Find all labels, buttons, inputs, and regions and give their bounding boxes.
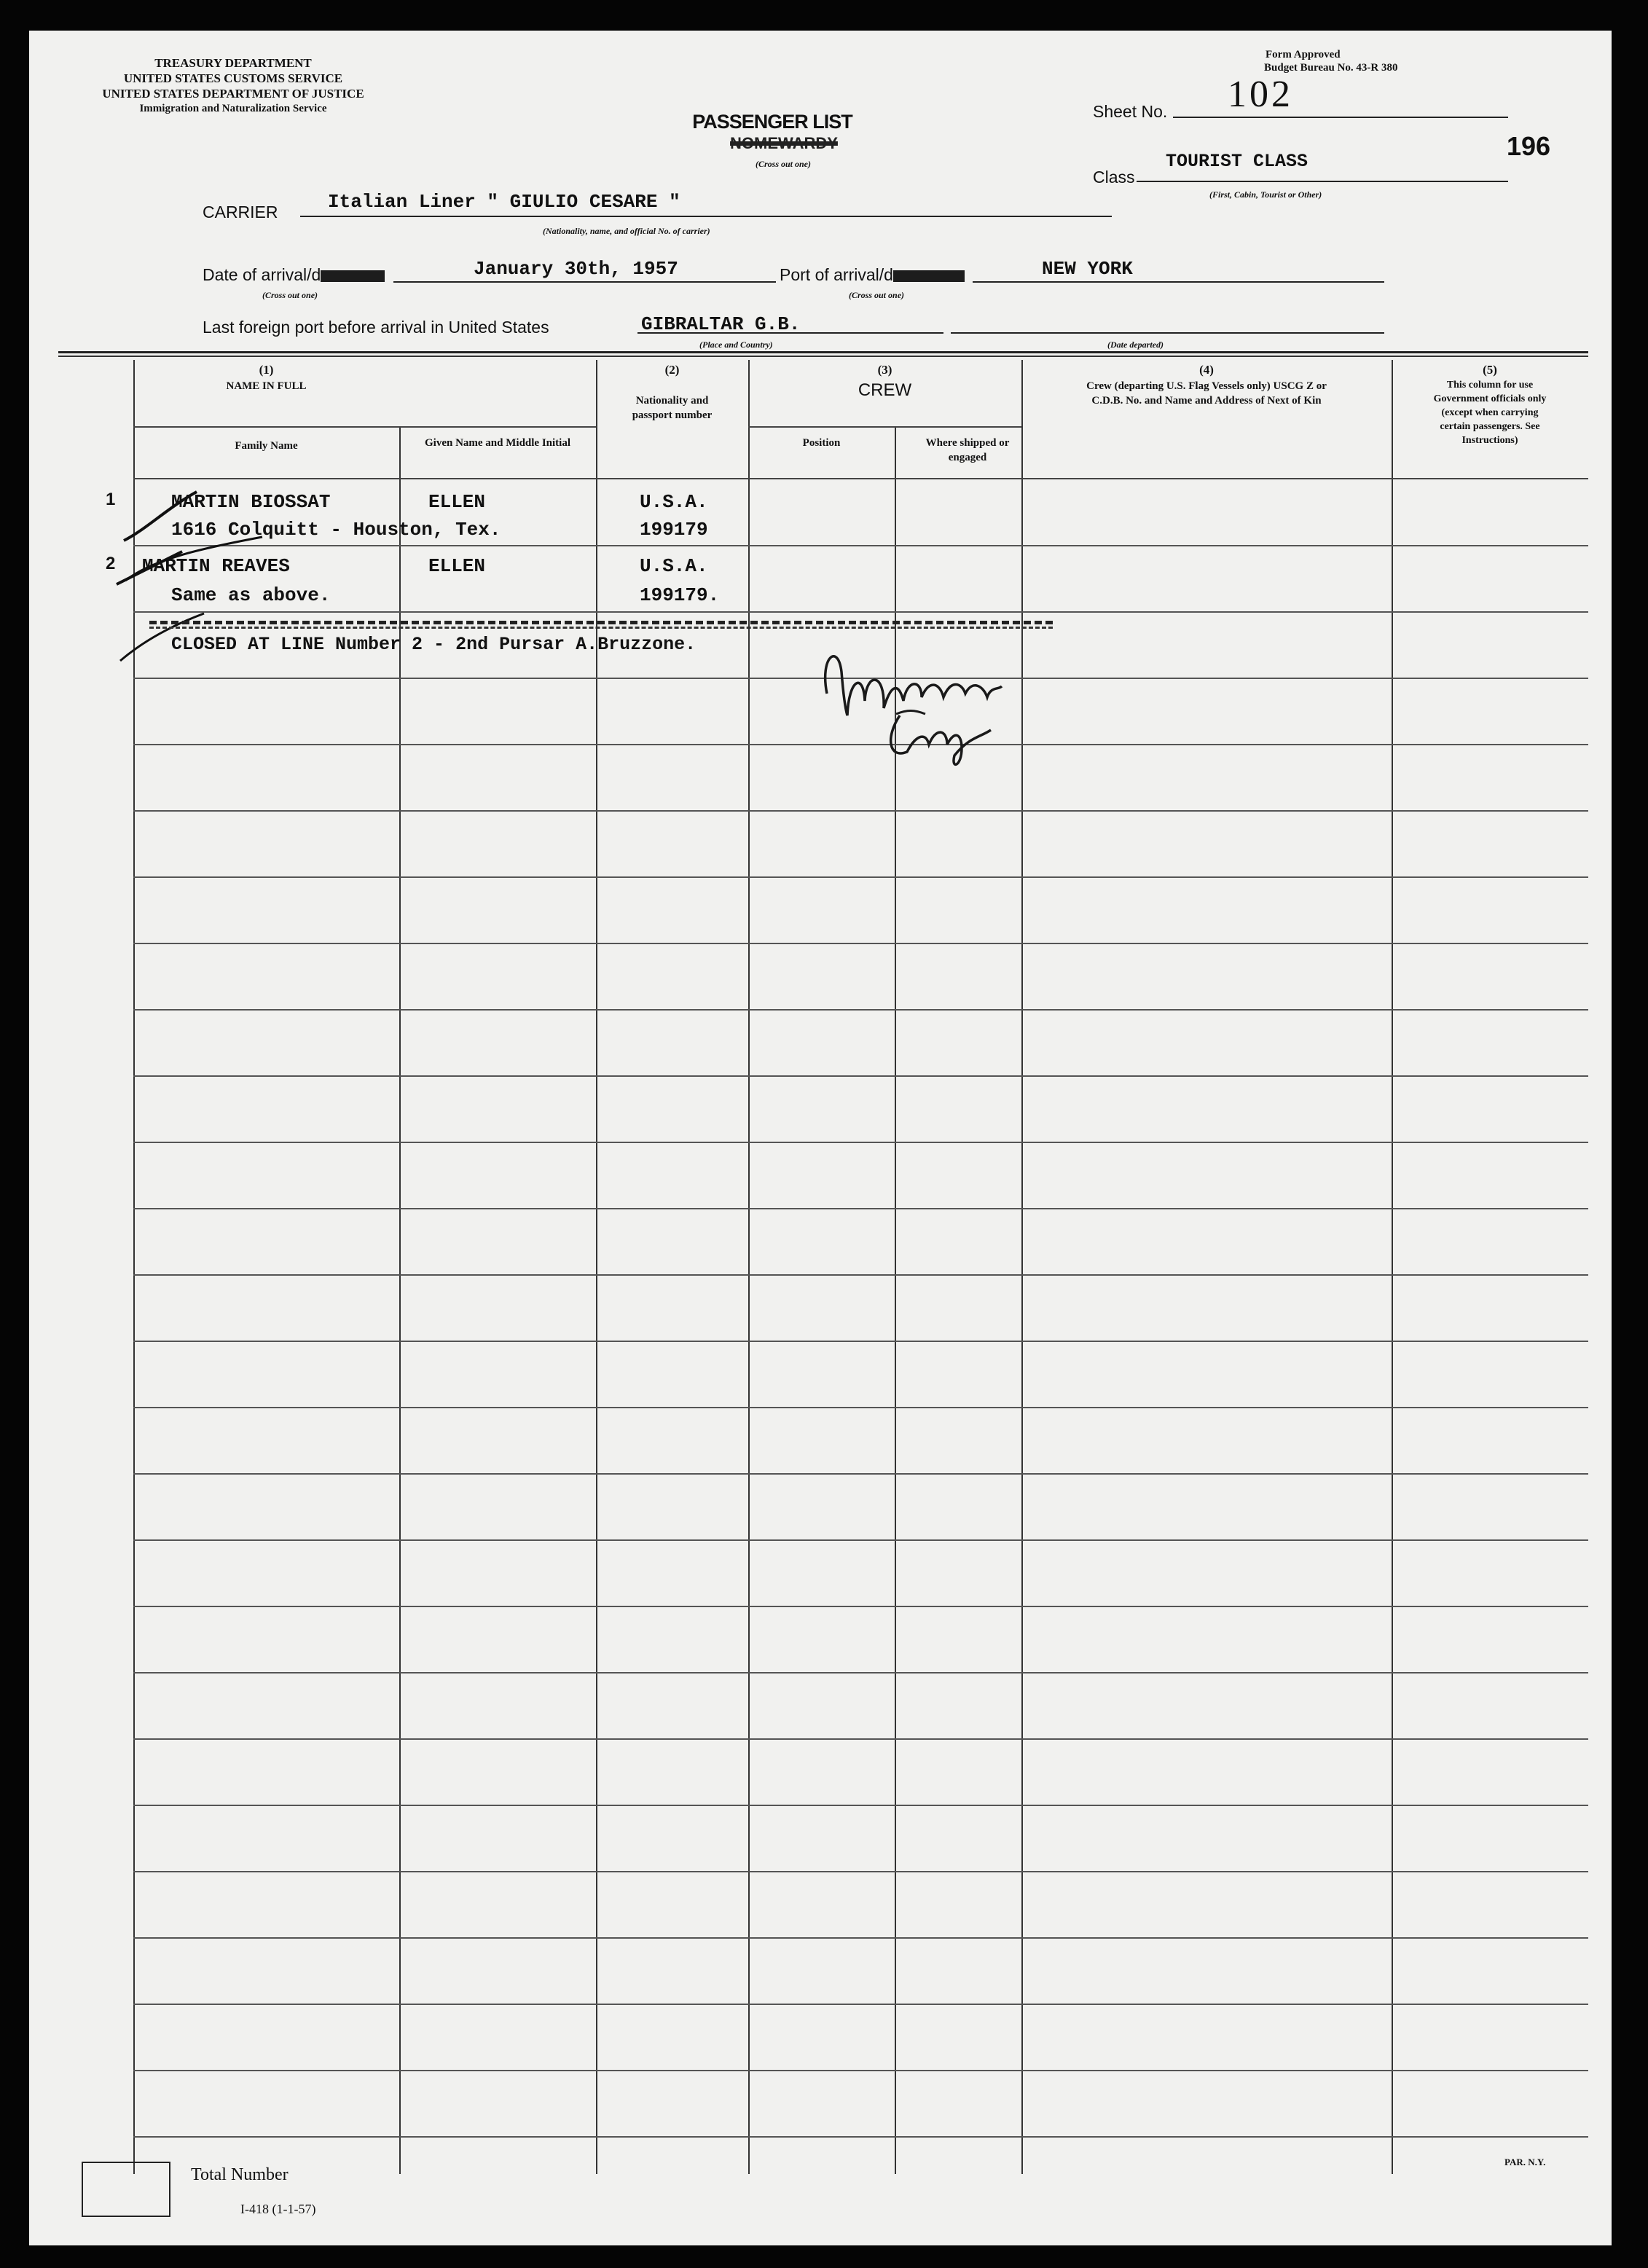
agency-line-4: Immigration and Naturalization Service bbox=[139, 103, 327, 114]
agency-line-1: TREASURY DEPARTMENT bbox=[154, 56, 312, 70]
form-approval bbox=[1264, 48, 1398, 74]
page-stamp: 196 bbox=[1507, 131, 1551, 161]
col2-title: Nationality and passport number bbox=[632, 394, 713, 422]
form-sheet bbox=[29, 31, 1612, 2245]
table-top-rule-2 bbox=[58, 356, 1588, 357]
last-port-hint: (Place and Country) bbox=[699, 340, 773, 350]
table-top-rule bbox=[58, 351, 1588, 353]
last-port-label: Last foreign port before arrival in United States bbox=[203, 318, 549, 337]
carrier-value: Italian Liner " GIULIO CESARE " bbox=[328, 191, 680, 213]
col1b-header: Given Name and Middle Initial bbox=[424, 437, 571, 449]
col-line-crew bbox=[748, 360, 750, 2174]
row-rule bbox=[133, 1274, 1588, 1276]
carrier-hint: (Nationality, name, and official No. of carrier) bbox=[543, 226, 710, 236]
col4-header bbox=[1021, 362, 1392, 408]
col-line-govt bbox=[1392, 360, 1393, 2174]
col1-title: NAME IN FULL bbox=[226, 380, 307, 392]
agency-line-3: UNITED STATES DEPARTMENT OF JUSTICE bbox=[102, 87, 364, 101]
given-name: ELLEN bbox=[428, 491, 486, 513]
printer-mark: PAR. N.Y. bbox=[1504, 2157, 1546, 2167]
header-subrule-crew bbox=[748, 426, 1021, 428]
col4-title: Crew (departing U.S. Flag Vessels only) USCG Z or C.D.B. No. and Name and Address of Next of Kin bbox=[1086, 380, 1327, 407]
row-rule bbox=[133, 545, 1588, 546]
arrival-port-label bbox=[780, 265, 965, 285]
row-rule bbox=[133, 1407, 1588, 1408]
class-value: TOURIST CLASS bbox=[1166, 151, 1308, 172]
carrier-underline bbox=[300, 216, 1112, 217]
row-number: 2 bbox=[106, 554, 116, 573]
row-number: 1 bbox=[106, 490, 116, 509]
col-line-nationality bbox=[596, 360, 597, 2174]
col3a-header: Position bbox=[802, 437, 841, 449]
col2-header bbox=[596, 362, 748, 423]
date-departed-underline bbox=[951, 332, 1384, 334]
row-rule bbox=[133, 1473, 1588, 1475]
row-rule bbox=[133, 1805, 1588, 1806]
row-rule bbox=[133, 1738, 1588, 1740]
total-number-box bbox=[82, 2162, 170, 2217]
signature-icon bbox=[805, 628, 1024, 774]
last-port-value: GIBRALTAR G.B. bbox=[641, 313, 801, 335]
carrier-label: CARRIER bbox=[203, 203, 278, 221]
row-rule bbox=[133, 1341, 1588, 1342]
row-rule bbox=[133, 2004, 1588, 2005]
arrival-port-underline bbox=[973, 281, 1384, 283]
crossed-out-word bbox=[321, 270, 385, 282]
date-departed-hint: (Date departed) bbox=[1107, 340, 1164, 350]
title-cross-note: (Cross out one) bbox=[755, 159, 811, 169]
nationality: U.S.A. bbox=[640, 555, 708, 577]
last-port-underline bbox=[637, 332, 943, 334]
arrival-port-hint: (Cross out one) bbox=[849, 290, 905, 300]
agency-line-2: UNITED STATES CUSTOMS SERVICE bbox=[123, 71, 343, 85]
arrival-date-label bbox=[203, 265, 385, 285]
arrival-date-label-text: Date of arrival/d bbox=[203, 265, 321, 284]
class-label: Class bbox=[1093, 168, 1135, 187]
row-rule bbox=[133, 1208, 1588, 1209]
row-rule bbox=[133, 1142, 1588, 1143]
col3b-header: Where shipped or engaged bbox=[925, 437, 1010, 464]
arrival-date-value: January 30th, 1957 bbox=[474, 258, 678, 280]
row-rule bbox=[133, 1937, 1588, 1939]
passport-number: 199179 bbox=[640, 519, 708, 541]
row-rule bbox=[133, 2136, 1588, 2138]
col5-title: This column for use Government officials only (except when carrying certain passengers. See Instructions) bbox=[1433, 379, 1547, 446]
header-bottom-rule bbox=[133, 478, 1588, 479]
row-rule bbox=[133, 876, 1588, 878]
crossed-out-title: NOMEWARDY bbox=[730, 134, 838, 152]
col5-header bbox=[1392, 362, 1588, 447]
approval-line-1: Form Approved bbox=[1266, 49, 1341, 60]
approval-line-2: Budget Bureau No. 43-R 380 bbox=[1264, 62, 1398, 74]
row-rule bbox=[133, 2070, 1588, 2071]
row-rule bbox=[133, 1871, 1588, 1872]
arrival-date-hint: (Cross out one) bbox=[262, 290, 318, 300]
sheet-underline bbox=[1173, 117, 1508, 118]
col-line-given bbox=[399, 428, 401, 2174]
row-rule bbox=[133, 1075, 1588, 1077]
row-rule bbox=[133, 611, 1588, 613]
col2-number: (2) bbox=[664, 363, 680, 377]
col1-header bbox=[133, 362, 399, 393]
col5-number: (5) bbox=[1483, 363, 1497, 377]
family-name: MARTIN REAVES bbox=[142, 555, 290, 577]
col3-header bbox=[748, 362, 1021, 402]
class-underline bbox=[1137, 181, 1508, 182]
arrival-date-underline bbox=[393, 281, 776, 283]
row-rule bbox=[133, 1539, 1588, 1541]
col1-number: (1) bbox=[259, 363, 274, 377]
row-rule bbox=[133, 943, 1588, 944]
sheet-label: Sheet No. bbox=[1093, 102, 1168, 121]
row-rule bbox=[133, 1009, 1588, 1011]
nationality: U.S.A. bbox=[640, 491, 708, 513]
header-subrule-names bbox=[133, 426, 596, 428]
arrival-port-value: NEW YORK bbox=[1042, 258, 1133, 280]
arrival-port-label-text: Port of arrival/d bbox=[780, 265, 893, 284]
family-name: MARTIN BIOSSAT bbox=[171, 491, 331, 513]
form-title: PASSENGER LIST bbox=[692, 111, 852, 133]
col3-title: CREW bbox=[858, 380, 912, 400]
total-number-label: Total Number bbox=[191, 2165, 289, 2184]
closing-note: CLOSED AT LINE Number 2 - 2nd Pursar A.Bruzzone. bbox=[171, 634, 697, 655]
class-hint: (First, Cabin, Tourist or Other) bbox=[1209, 189, 1322, 200]
address: Same as above. bbox=[171, 584, 331, 606]
crossed-out-word bbox=[893, 270, 965, 282]
col1a-header: Family Name bbox=[235, 440, 298, 452]
agency-header bbox=[66, 55, 401, 117]
col4-number: (4) bbox=[1199, 363, 1214, 377]
form-code: I-418 (1-1-57) bbox=[240, 2202, 316, 2216]
address: 1616 Colquitt - Houston, Tex. bbox=[171, 519, 501, 541]
closing-dashed-rule bbox=[149, 621, 1053, 624]
passport-number: 199179. bbox=[640, 584, 720, 606]
given-name: ELLEN bbox=[428, 555, 486, 577]
row-rule bbox=[133, 810, 1588, 812]
row-rule bbox=[133, 1606, 1588, 1607]
row-rule bbox=[133, 1672, 1588, 1673]
sheet-number: 102 bbox=[1228, 74, 1293, 115]
col3-number: (3) bbox=[877, 363, 892, 377]
